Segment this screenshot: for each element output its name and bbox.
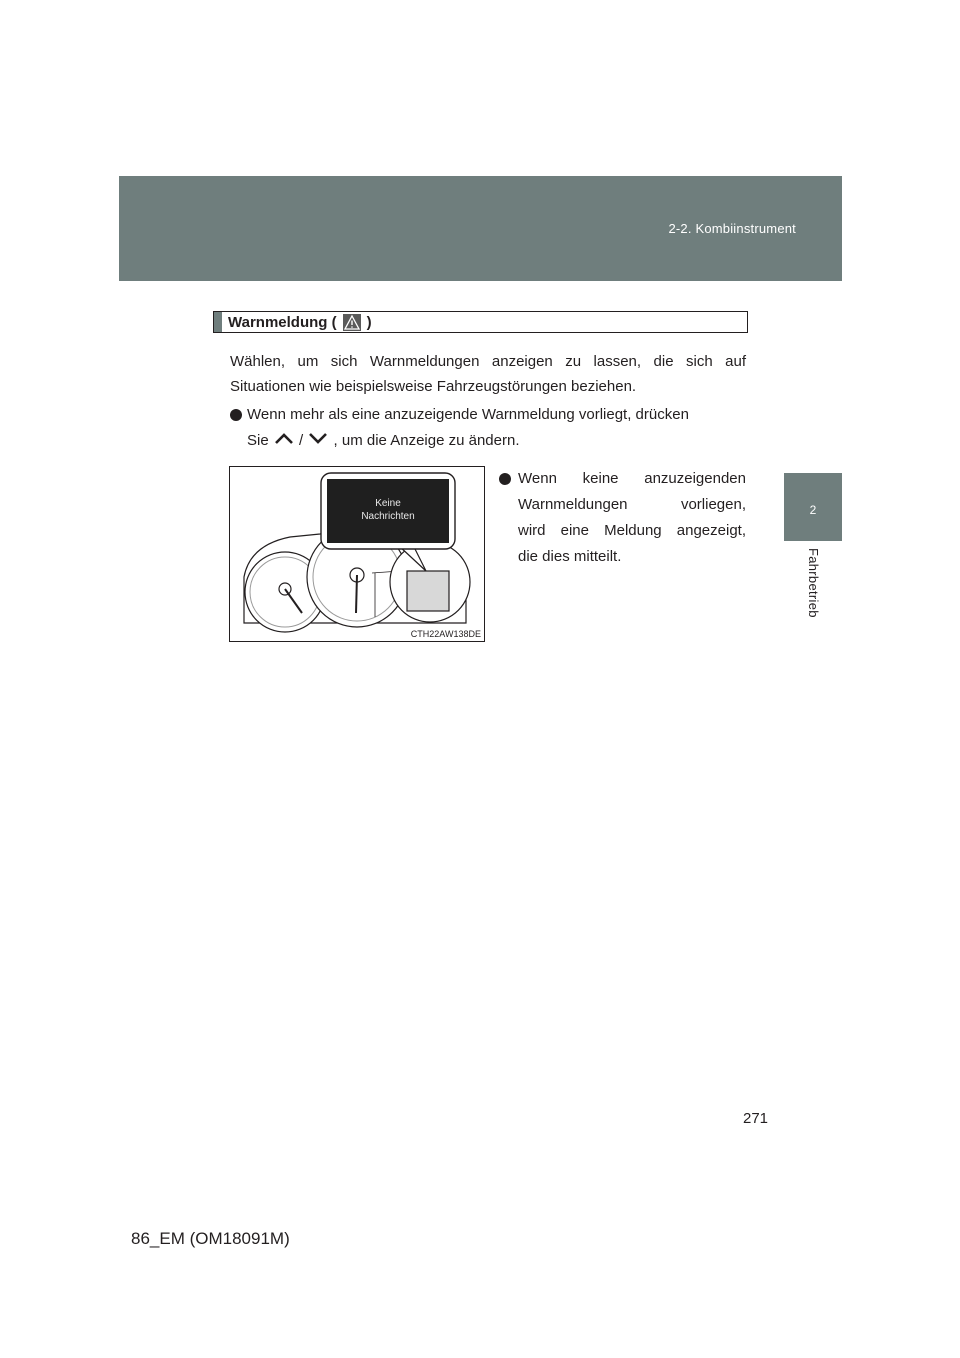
page-number: 271	[743, 1110, 769, 1127]
bullet2-line: wird eine Meldung angezeigt,	[518, 522, 746, 539]
bullet-dot	[230, 409, 242, 421]
bullet2-line: Wenn keine anzuzeigenden	[518, 470, 746, 487]
header-band	[119, 176, 842, 281]
bullet1-line1: Wenn mehr als eine anzuzeigende Warnmeldung vorliegt, drücken	[247, 406, 689, 423]
chevron-up-icon	[273, 428, 295, 454]
warning-triangle-icon	[343, 314, 361, 331]
instrument-cluster-illustration	[230, 467, 484, 641]
chevron-down-icon	[307, 428, 329, 454]
heading-accent-bar	[214, 312, 222, 332]
bullet1-prefix: Sie	[247, 432, 269, 449]
bullet-no-warnings	[499, 466, 746, 570]
chapter-label: Fahrbetrieb	[806, 548, 821, 618]
bullet1-line2	[230, 428, 746, 454]
bullet1-suffix: , um die Anzeige zu ändern.	[333, 432, 520, 449]
heading-suffix: )	[366, 314, 372, 331]
section-title: 2-2. Kombiinstrument	[668, 221, 796, 236]
bullet2-line: die dies mitteilt.	[518, 548, 622, 565]
bullet1-separator: /	[299, 432, 304, 449]
section-heading	[213, 311, 748, 333]
instrument-cluster-figure	[229, 466, 485, 642]
intro-paragraph: Wählen, um sich Warnmeldungen anzeigen zu lassen, die sich auf Situationen wie beispielsweise Fahrzeugstörungen beziehen.	[230, 353, 746, 395]
bullet2-line: Warnmeldungen vorliegen,	[518, 496, 746, 513]
bullet-dot	[499, 473, 511, 485]
callout-message	[327, 497, 449, 523]
bullet-multiple-warnings	[230, 402, 746, 454]
callout-line2: Nachrichten	[361, 511, 415, 522]
callout-line1: Keine	[375, 498, 401, 509]
figure-code: CTH22AW138DE	[410, 629, 481, 639]
document-id: 86_EM (OM18091M)	[131, 1229, 290, 1248]
chapter-tab	[784, 473, 842, 541]
heading-prefix: Warnmeldung (	[228, 314, 337, 331]
chapter-number: 2	[809, 503, 817, 517]
chapter-label-container	[806, 548, 820, 628]
